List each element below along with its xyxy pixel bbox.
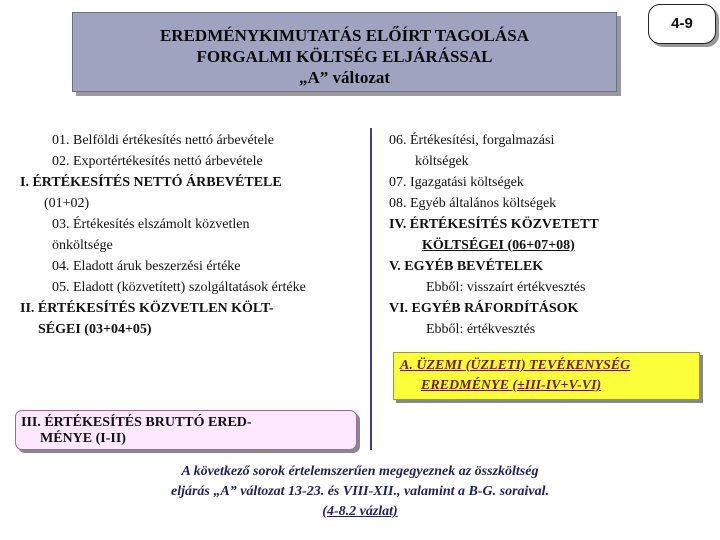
operating-result-line-1: A. ÜZEMI (ÜZLETI) TEVÉKENYSÉG xyxy=(400,358,631,373)
left-item-03-line-2: önköltsége xyxy=(52,238,113,253)
gross-result-box xyxy=(15,410,357,450)
left-item-I-sum: (01+02) xyxy=(44,196,90,211)
footnote xyxy=(120,462,600,522)
left-item-05: 05. Eladott (közvetített) szolgáltatások értéke xyxy=(52,280,306,295)
footnote-line-2: eljárás „A” változat 13-23. és VIII-XII., valamint a B-G. soraival. xyxy=(170,484,550,499)
left-item-01: 01. Belföldi értékesítés nettó árbevétele xyxy=(52,133,274,148)
title-line-1: EREDMÉNYKIMUTATÁS ELŐÍRT TAGOLÁSA xyxy=(159,26,530,45)
left-item-I: I. ÉRTÉKESÍTÉS NETTÓ ÁRBEVÉTELE xyxy=(20,175,282,190)
title-line-2: FORGALMI KÖLTSÉG ELJÁRÁSSAL xyxy=(196,47,493,66)
right-item-07: 07. Igazgatási költségek xyxy=(389,175,524,190)
right-item-V: V. EGYÉB BEVÉTELEK xyxy=(389,259,544,274)
right-item-IV-line-2: KÖLTSÉGEI (06+07+08) xyxy=(422,238,575,253)
footnote-line-1: A következő sorok értelemszerűen megegyeznek az összköltség xyxy=(181,464,539,479)
title-box xyxy=(72,12,617,92)
right-item-VI-sub: Ebből: értékvesztés xyxy=(426,322,536,337)
left-item-02: 02. Exportértékesítés nettó árbevétele xyxy=(52,154,263,169)
gross-result-line-2: MÉNYE (I-II) xyxy=(40,431,126,446)
footnote-line-3: (4-8.2 vázlat) xyxy=(322,504,398,519)
right-item-06-line-1: 06. Értékesítési, forgalmazási xyxy=(389,133,555,148)
left-item-04: 04. Eladott áruk beszerzési értéke xyxy=(52,259,241,274)
left-item-II-line-2: SÉGEI (03+04+05) xyxy=(38,322,152,337)
column-divider xyxy=(370,128,372,450)
right-item-06-line-2: költségek xyxy=(415,154,469,169)
left-item-03-line-1: 03. Értékesítés elszámolt közvetlen xyxy=(52,217,250,232)
operating-result-line-2: EREDMÉNYE (±III-IV+V-VI) xyxy=(421,378,602,393)
operating-result-box xyxy=(393,352,700,400)
right-item-VI: VI. EGYÉB RÁFORDÍTÁSOK xyxy=(389,301,579,316)
right-item-08: 08. Egyéb általános költségek xyxy=(389,196,557,211)
gross-result-line-1: III. ÉRTÉKESÍTÉS BRUTTÓ ERED- xyxy=(21,415,252,430)
right-item-V-sub: Ebből: visszaírt értékvesztés xyxy=(426,280,586,295)
title-line-3: „A” változat xyxy=(298,68,391,87)
page-number-badge: 4-9 xyxy=(648,4,716,44)
left-item-II-line-1: II. ÉRTÉKESÍTÉS KÖZVETLEN KÖLT- xyxy=(20,301,274,316)
right-item-IV-line-1: IV. ÉRTÉKESÍTÉS KÖZVETETT xyxy=(389,217,599,232)
